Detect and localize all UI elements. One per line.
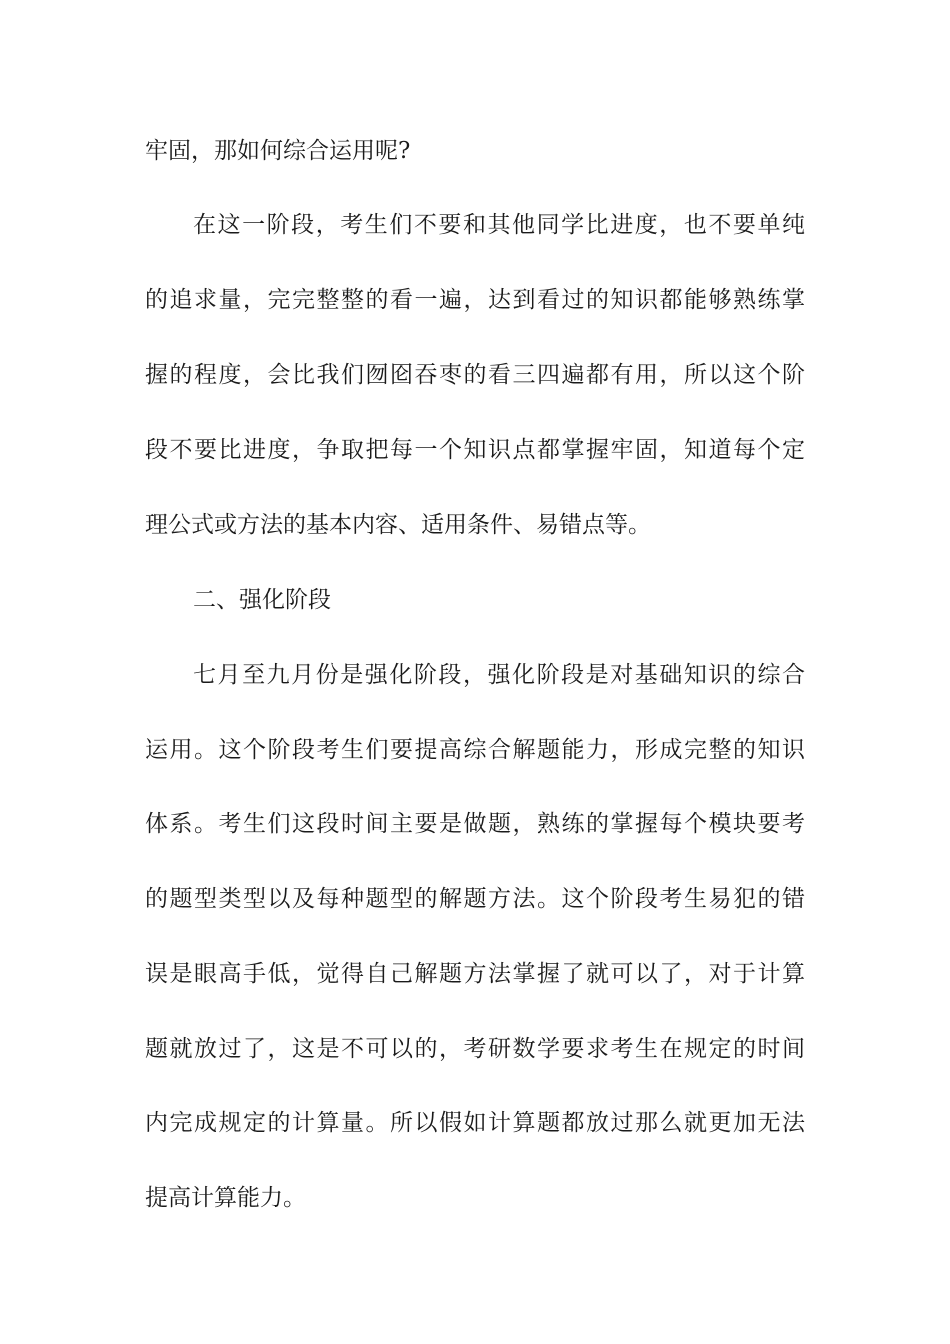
paragraph-2-line-3: 握的程度，会比我们囫囵吞枣的看三四遍都有用，所以这个阶 xyxy=(145,362,805,388)
paragraph-3-line-8: 提高计算能力。 xyxy=(145,1185,306,1211)
section-heading: 二、强化阶段 xyxy=(193,587,331,613)
paragraph-2-line-2: 的追求量，完完整整的看一遍，达到看过的知识都能够熟练掌 xyxy=(145,287,805,313)
paragraph-3-line-1: 七月至九月份是强化阶段，强化阶段是对基础知识的综合 xyxy=(193,662,805,688)
paragraph-2-line-4: 段不要比进度，争取把每一个知识点都掌握牢固，知道每个定 xyxy=(145,437,805,463)
paragraph-3-line-6: 题就放过了，这是不可以的，考研数学要求考生在规定的时间 xyxy=(145,1036,805,1062)
paragraph-3-line-4: 的题型类型以及每种题型的解题方法。这个阶段考生易犯的错 xyxy=(145,886,805,912)
paragraph-3-line-5: 误是眼高手低，觉得自己解题方法掌握了就可以了，对于计算 xyxy=(145,961,805,987)
paragraph-3-line-2: 运用。这个阶段考生们要提高综合解题能力，形成完整的知识 xyxy=(145,737,805,763)
paragraph-3-line-7: 内完成规定的计算量。所以假如计算题都放过那么就更加无法 xyxy=(145,1110,805,1136)
paragraph-3-line-3: 体系。考生们这段时间主要是做题，熟练的掌握每个模块要考 xyxy=(145,811,805,837)
paragraph-2-line-1: 在这一阶段，考生们不要和其他同学比进度，也不要单纯 xyxy=(193,212,805,238)
paragraph-2-line-5: 理公式或方法的基本内容、适用条件、易错点等。 xyxy=(145,512,651,538)
paragraph-1-line-1: 牢固，那如何综合运用呢? xyxy=(145,138,411,164)
